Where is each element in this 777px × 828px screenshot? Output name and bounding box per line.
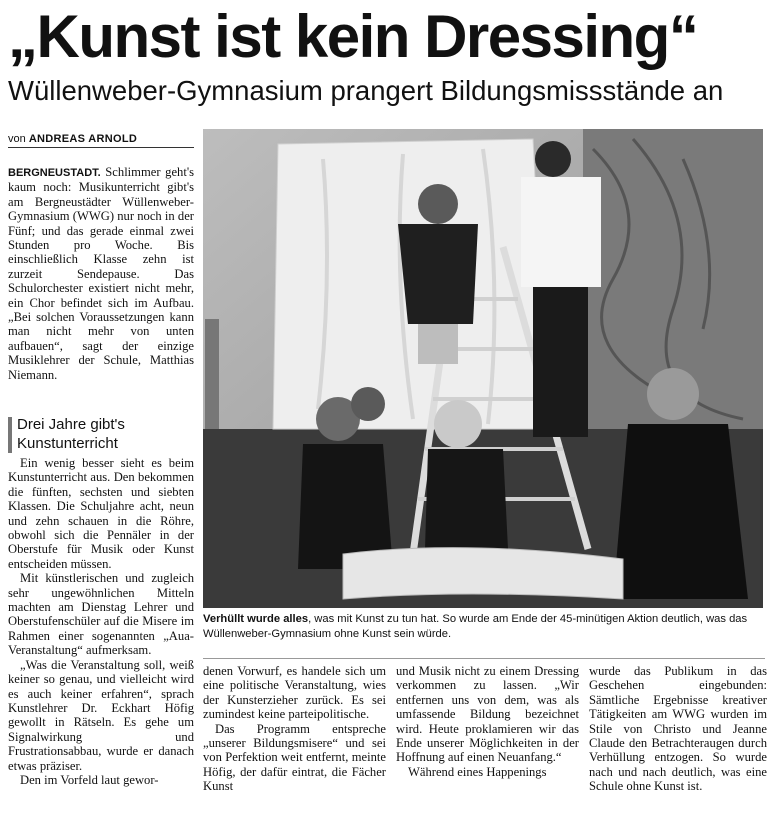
subheadline: Wüllenweber-Gymnasium prangert Bildungsmissstände an [8,75,724,106]
article-photo [203,129,763,608]
byline-author: ANDREAS ARNOLD [28,133,138,145]
subheading-text: Drei Jahre gibt's Kunstunterricht [17,416,125,452]
byline [8,133,194,148]
byline-prefix: von [8,133,26,145]
lead-column [8,165,194,382]
paragraph: Das Programm entspreche „unserer Bildungsmisere“ und sei von Perfektion weit entfernt, meinte Höfig, der dafür eintrat, die Fächer Kunst [203,721,386,794]
caption-divider [203,658,765,659]
section-subheading [8,415,194,453]
lead-text: Schlimmer geht's kaum noch: Musikunterricht gibt's am Bergneustädter Wüllenweber-Gymnasium (WWG) nur noch in der Fünf; und das gerade einmal zwei Stunden pro Woche. Bis einschließlich Klasse zehn ist zurzeit Sendepause. Das Schulorchester existiert nicht mehr, ein Chor befindet sich im Aufbau. „Bei solchen Voraussetzungen kann man nicht mehr von unten aufbauen“, sagt der einzige Musiklehrer der Schule, Matthias Niemann. [8,165,194,382]
photo-wrapping-happening-icon [203,129,763,608]
column-3 [396,664,579,779]
dateline: BERGNEUSTADT. [8,167,101,179]
column-1 [8,456,194,787]
column-4 [589,664,767,794]
caption-bold: Verhüllt wurde alles [203,613,309,625]
headline: „Kunst ist kein Dressing“ [8,3,698,70]
paragraph: Den im Vorfeld laut gewor- [20,772,159,787]
paragraph: und Musik nicht zu einem Dressing verkommen zu lassen. „Wir entfernen uns von dem, was als umfassende Bildung bezeichnet wird. Heute proklamieren wir das Ende unserer Möglichkeiten in der Hoffnung auf einen Neuanfang.“ [396,664,579,765]
paragraph: „Was die Veranstaltung soll, weiß keiner so genau, und vielleicht wird es auch keiner erfahren“, sprach Kunstlehrer Dr. Eckhart Höfig gewollt in Rätseln. Es gehe um Signalwirkung und Frustrationsabbau, wurde er danach etwas präziser. [8,657,194,773]
paragraph: Mit künstlerischen und zugleich sehr ungewöhnlichen Mitteln machten am Dienstag Lehrer und Oberstufenschüler auf die Misere im Rahmen einer sogenannten „Aua-Veranstaltung“ aufmerksam. [8,571,194,658]
paragraph: Während eines Happenings [408,764,547,779]
subheading-bar [8,417,12,453]
caption-text: , was mit Kunst zu tun hat. So wurde am Ende der 45-minütigen Aktion deutlich, was das Wüllenweber-Gymnasium ohne Kunst sein würde. [203,613,748,640]
paragraph: Ein wenig besser sieht es beim Kunstunterricht aus. Den bekommen die fünften, sechsten und siebten Klassen. Die Schuljahre acht, neun und zehn schauen in die Röhre, obwohl sich die Pennäler in der Oberstufe für Musik oder Kunst entscheiden müssen. [8,456,194,571]
photo-caption [203,612,765,642]
paragraph: wurde das Publikum in das Geschehen eingebunden: Sämtliche Ergebnisse kreativer Tätigkeiten am WWG wurden im Stile von Christo und Jeanne Claude den Betrachteraugen durch Verhüllung entzogen. So wurde nach und nach deutlich, was eine Schule ohne Kunst ist. [589,664,767,794]
column-2 [203,664,386,794]
paragraph: denen Vorwurf, es handele sich um eine politische Veranstaltung, wies der Kunsterzieher zurück. Es sei zumindest keine parteipolitische. [203,664,386,722]
